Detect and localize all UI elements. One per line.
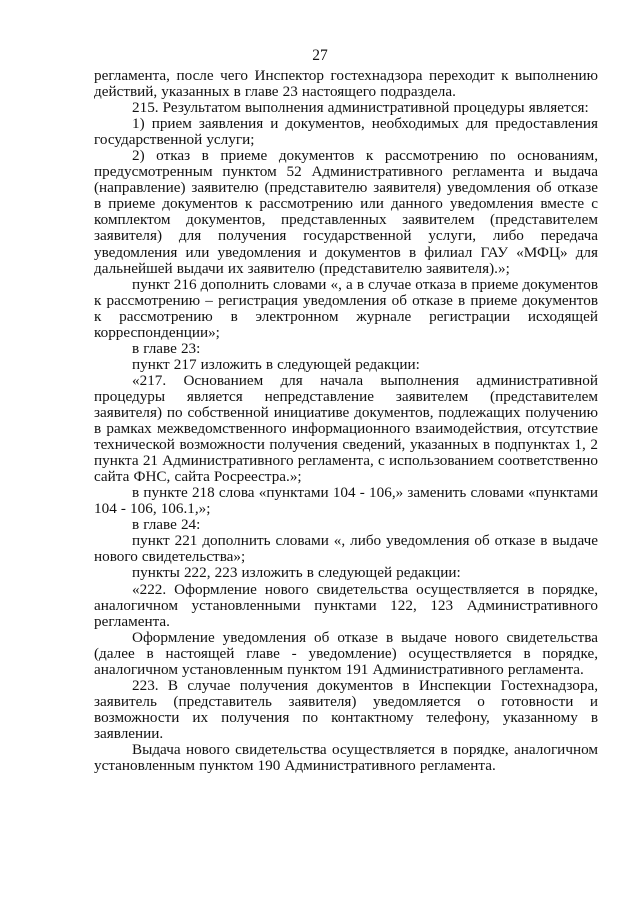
- paragraph-218-amendment: в пункте 218 слова «пунктами 104 - 106,» заменить словами «пунктами 104 - 106, 106.1,»;: [94, 484, 598, 518]
- paragraph-222-text: «222. Оформление нового свидетельства осуществляется в порядке, аналогичном установленными пунктами 122, 123 Административного регламента.: [94, 580, 598, 630]
- paragraph-215-item-1: 1) прием заявления и документов, необходимых для предоставления государственной услуги;: [94, 115, 598, 149]
- page-number: 27: [312, 47, 328, 64]
- paragraph-notice-text: Оформление уведомления об отказе в выдаче нового свидетельства (далее в настоящей главе - уведомление) осуществляется в порядке, аналогичном установленным пунктом 191 Административного регламента.: [94, 628, 598, 678]
- paragraph-continuation: регламента, после чего Инспектор гостехнадзора переходит к выполнению действий, указанных в главе 23 настоящего подраздела.: [94, 67, 598, 101]
- paragraph-223-text: 223. В случае получения документов в Инспекции Гостехнадзора, заявитель (представитель заявителя) уведомляется о готовности и возможности их получения по контактному телефону, указанному в заявлении.: [94, 676, 598, 742]
- paragraph-221-amendment: пункт 221 дополнить словами «, либо уведомления об отказе в выдаче нового свидетельства»;: [94, 532, 598, 566]
- paragraph-issuance-text: Выдача нового свидетельства осуществляется в порядке, аналогичном установленным пунктом 190 Административного регламента.: [94, 740, 598, 775]
- document-body: [94, 68, 598, 774]
- paragraph-222-223-intro: пункты 222, 223 изложить в следующей редакции:: [132, 564, 461, 582]
- paragraph-217-text: «217. Основанием для начала выполнения административной процедуры является непредставление заявителем (представителем заявителя) по собственной инициативе документов, подлежащих получению в рамках межведомственного информационного взаимодействия, отсутствие технической возможности получения сведений, указанных в подпунктах 1, 2 пункта 21 Административного регламента, с использованием соответственно сайта ФНС, сайта Росреестра.»;: [94, 371, 598, 486]
- paragraph-216-amendment: пункт 216 дополнить словами «, а в случае отказа в приеме документов к рассмотрению – регистрация уведомления об отказе в приеме документов к рассмотрению в электронном журнале регистрации исходящей корреспонденции»;: [94, 275, 598, 341]
- paragraph-215-item-2: 2) отказ в приеме документов к рассмотрению по основаниям, предусмотренным пунктом 52 Административного регламента и выдача (направление) заявителю (представителю заявителя) уведомления об отказе в приеме документов к рассмотрению или данного уведомления вместе с комплектом документов, представленных заявителем (представителем заявителя) для получения государственной услуги, либо передача уведомления или уведомления и документов в филиал ГАУ «МФЦ» для дальнейшей выдачи их заявителю (представителю заявителя).»;: [94, 147, 598, 277]
- paragraph-chapter-24: в главе 24:: [132, 516, 201, 534]
- paragraph-217-intro: пункт 217 изложить в следующей редакции:: [132, 355, 420, 373]
- paragraph-chapter-23: в главе 23:: [132, 339, 201, 357]
- paragraph-215: 215. Результатом выполнения административной процедуры является:: [132, 99, 589, 117]
